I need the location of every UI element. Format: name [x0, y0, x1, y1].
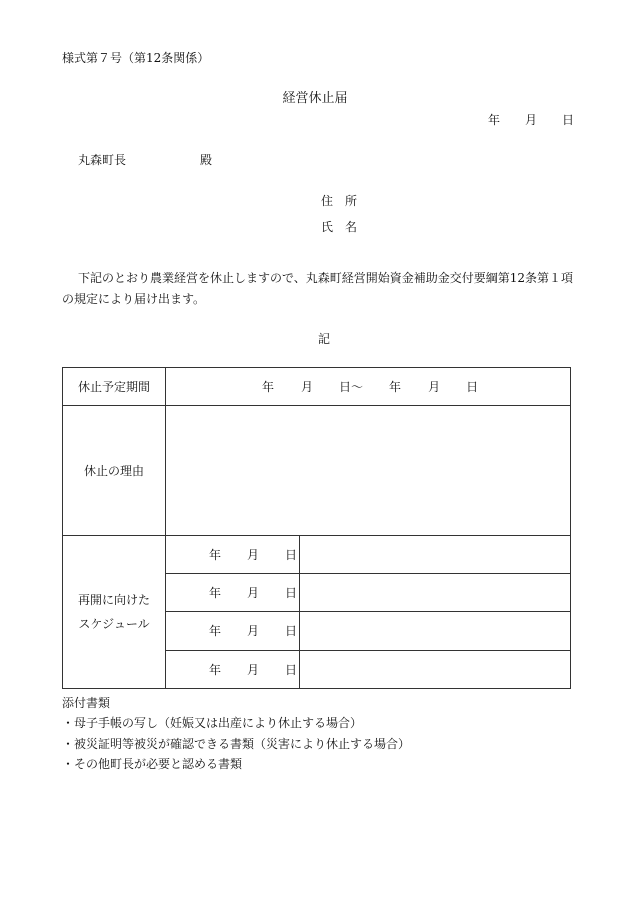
schedule-year: 年	[209, 662, 222, 677]
date-year: 年	[488, 113, 501, 127]
body-line-1: 下記のとおり農業経営を休止しますので、丸森町経営開始資金補助金交付要綱第12条第１項	[78, 271, 574, 285]
attachment-item: ・被災証明等被災が確認できる書類（災害により休止する場合）	[62, 737, 411, 751]
period-day-2: 日	[466, 379, 479, 394]
schedule-date[interactable]	[166, 574, 300, 612]
form-table	[62, 367, 571, 689]
schedule-date[interactable]	[166, 612, 300, 651]
reason-row	[63, 406, 571, 536]
ki-heading: 記	[317, 332, 330, 346]
period-year-1: 年	[262, 379, 275, 394]
honorific: 殿	[200, 153, 213, 167]
reason-field[interactable]	[166, 406, 571, 536]
schedule-year: 年	[209, 585, 222, 600]
address-label: 住 所	[321, 194, 358, 208]
schedule-label-line-2: スケジュール	[78, 617, 150, 631]
reason-label: 休止の理由	[63, 406, 166, 536]
attachment-item: ・母子手帳の写し（妊娠又は出産により休止する場合）	[62, 716, 363, 730]
period-year-2: 年	[389, 379, 402, 394]
period-row	[63, 368, 571, 406]
schedule-label-line-1: 再開に向けた	[77, 593, 150, 607]
period-month-1: 月	[301, 379, 314, 394]
period-day-1: 日～	[339, 379, 364, 394]
schedule-content[interactable]	[300, 574, 571, 612]
schedule-content[interactable]	[300, 651, 571, 689]
schedule-year: 年	[209, 624, 222, 638]
schedule-content[interactable]	[300, 612, 571, 651]
document-title: 経営休止届	[282, 91, 348, 106]
schedule-date[interactable]	[166, 536, 300, 574]
schedule-day: 日	[285, 624, 298, 638]
attachment-item: ・その他町長が必要と認める書類	[62, 757, 243, 771]
schedule-date[interactable]	[166, 651, 300, 689]
body-line-2: の規定により届け出ます。	[62, 292, 206, 306]
schedule-month: 月	[247, 662, 260, 677]
schedule-year: 年	[209, 547, 222, 562]
schedule-day: 日	[285, 585, 298, 600]
form-number: 様式第７号（第12条関係）	[62, 51, 210, 65]
schedule-day: 日	[285, 547, 298, 562]
period-month-2: 月	[428, 379, 441, 394]
period-label: 休止予定期間	[63, 368, 166, 406]
attachments-heading: 添付書類	[62, 696, 111, 710]
addressee: 丸森町長	[78, 153, 127, 167]
schedule-month: 月	[247, 547, 260, 562]
name-label: 氏 名	[321, 220, 358, 234]
schedule-month: 月	[247, 585, 260, 600]
schedule-row	[63, 536, 571, 574]
schedule-day: 日	[285, 662, 298, 677]
date-day: 日	[562, 113, 575, 127]
period-value[interactable]	[166, 368, 571, 406]
schedule-label	[63, 536, 166, 689]
schedule-content[interactable]	[300, 536, 571, 574]
schedule-month: 月	[247, 624, 260, 638]
submission-date	[488, 113, 574, 127]
date-month: 月	[525, 113, 538, 127]
